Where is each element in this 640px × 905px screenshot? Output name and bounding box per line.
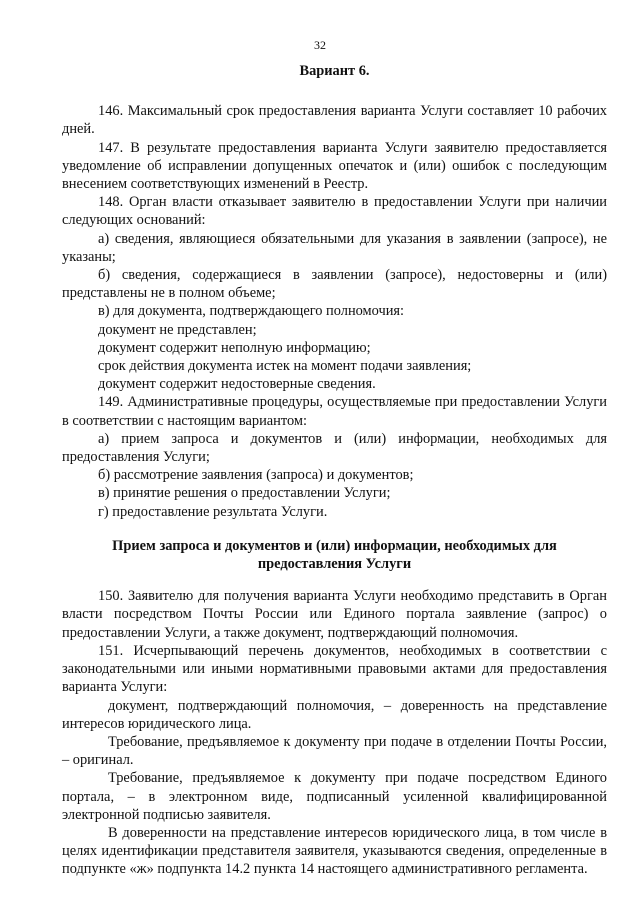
variant-title: Вариант 6. [299, 63, 370, 79]
refusal-ground-c-item: срок действия документа истек на момент подачи заявления; [98, 358, 472, 375]
attorney-details-paragraph: В доверенности на представление интересов юридического лица, в том числе в целях идентификации представителя заявителя, указываются сведения, определенные в подпункте «ж» подпункта 14.2 пункта 14 настоящего административного регламента. [62, 824, 607, 878]
paragraph-149: 149. Административные процедуры, осуществляемые при предоставлении Услуги в соответствии с настоящим вариантом: [62, 394, 607, 429]
refusal-ground-c-item: документ не представлен; [98, 321, 257, 338]
procedure-c: в) принятие решения о предоставлении Услуги; [98, 485, 391, 502]
procedure-d: г) предоставление результата Услуги. [98, 503, 328, 520]
section-title-line: предоставления Услуги [257, 556, 412, 573]
section-title-line: Прием запроса и документов и (или) информации, необходимых для [112, 537, 557, 554]
refusal-ground-c-item: документ содержит неполную информацию; [98, 339, 371, 356]
paragraph-151: 151. Исчерпывающий перечень документов, необходимых в соответствии с законодательными или иными нормативными правовыми актами для предоставления варианта Услуги: [62, 642, 607, 696]
power-of-attorney-document: документ, подтверждающий полномочия, – доверенность на представление интересов юридического лица. [62, 697, 607, 732]
paragraph-148: 148. Орган власти отказывает заявителю в предоставлении Услуги при наличии следующих оснований: [62, 194, 607, 229]
refusal-ground-c: в) для документа, подтверждающего полномочия: [98, 303, 405, 320]
paragraph-150: 150. Заявителю для получения варианта Услуги необходимо представить в Орган власти посредством Почты России или Единого портала заявление (запрос) о предоставлении Услуги, а также документ, подтверждающий полномочия. [62, 588, 607, 641]
paragraph-147: 147. В результате предоставления варианта Услуги заявителю предоставляется уведомление об исправлении допущенных опечаток и (или) ошибок с последующим внесением соответствующих изменений в Реестр. [62, 139, 607, 193]
refusal-ground-b: б) сведения, содержащиеся в заявлении (запросе), недостоверны и (или) представлены не в полном объеме; [62, 267, 607, 302]
refusal-ground-a: а) сведения, являющиеся обязательными для указания в заявлении (запросе), не указаны; [62, 230, 607, 265]
portal-requirement: Требование, предъявляемое к документу при подаче посредством Единого портала, – в электронном виде, подписанный усиленной квалифицированной электронной подписью заявителя. [62, 770, 607, 823]
refusal-ground-c-item: документ содержит недостоверные сведения. [98, 376, 376, 393]
post-office-requirement: Требование, предъявляемое к документу при подаче в отделении Почты России, – оригинал. [62, 733, 607, 769]
documents-section [62, 587, 607, 878]
procedure-a: а) прием запроса и документов и (или) информации, необходимых для предоставления Услуги; [62, 430, 607, 466]
document-body [62, 62, 607, 879]
procedure-b: б) рассмотрение заявления (запроса) и документов; [98, 467, 414, 484]
section-title [62, 537, 607, 573]
paragraph-146: 146. Максимальный срок предоставления варианта Услуги составляет 10 рабочих дней. [62, 103, 607, 138]
variant-rules-section [62, 102, 607, 521]
page-number: 32 [314, 38, 326, 52]
